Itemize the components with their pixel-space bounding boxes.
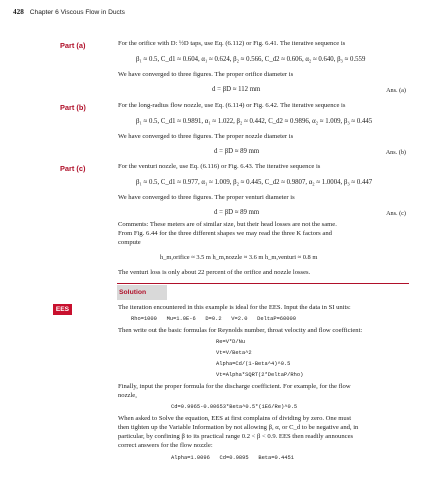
- ees-badge: EES: [53, 304, 72, 315]
- part-b-result: d = βD ≈ 89 mm: [214, 148, 260, 155]
- ees-reynolds-formula: Re=V*D/Nu: [216, 339, 246, 345]
- solution-paragraph-4a: When asked to Solve the equation, EES at first complains of dividing by zero. One must: [118, 415, 352, 422]
- part-b-answer: Ans. (b): [385, 149, 406, 156]
- part-a-label: Part (a): [60, 41, 86, 50]
- part-a-intro: For the orifice with D: ½D taps, use Eq. (6.112) or Fig. 6.41. The iterative sequence is: [118, 40, 346, 47]
- solution-paragraph-2: Then write out the basic formulas for Reynolds number, throat velocity and flow coefficient:: [118, 327, 363, 334]
- part-b-label: Part (b): [60, 103, 86, 112]
- head-loss-values: h_m,orifice ≈ 3.5 m h_m,nozzle ≈ 3.6 m h_m,venturi ≈ 0.8 m: [160, 254, 318, 261]
- solution-paragraph-4d: correct answers for the flow nozzle:: [118, 442, 213, 449]
- solution-heading: Solution: [119, 289, 147, 296]
- solution-paragraph-4c: particular, by confining β to its practical range 0.2 < β < 0.9. EES then readily announces: [118, 433, 354, 440]
- chapter-title: Chapter 6 Viscous Flow in Ducts: [29, 9, 125, 16]
- solution-divider: [117, 283, 409, 284]
- part-a-converged: We have converged to three figures. The proper orifice diameter is: [118, 71, 294, 78]
- comments-line-1: Comments: These meters are of similar size, but their head losses are not the same.: [118, 221, 337, 228]
- ees-vt-formula: Vt=Alpha*SQRT(2*DeltaP/Rho): [216, 372, 304, 378]
- part-c-intro: For the venturi nozzle, use Eq. (6.116) or Fig. 6.43. The iterative sequence is: [118, 163, 321, 170]
- part-b-sequence: β₁ ≈ 0.5, C_d1 ≈ 0.9891, α₁ ≈ 1.022, β₂ ≈ 0.442, C_d2 ≈ 0.9896, α₂ ≈ 1.009, β₃ ≈ 0.445: [136, 118, 373, 125]
- page-header: [13, 8, 125, 16]
- solution-paragraph-3b: nozzle,: [118, 392, 137, 399]
- part-c-answer: Ans. (c): [386, 210, 406, 217]
- part-a-answer: Ans. (a): [386, 87, 406, 94]
- comments-line-3: compute: [118, 239, 141, 246]
- solution-paragraph-4b: then tighten up the Variable Information by not allowing β, α, or C_d to be negative and, in: [118, 424, 359, 431]
- part-b-converged: We have converged to three figures. The proper nozzle diameter is: [118, 133, 294, 140]
- part-a-result: d = βD ≈ 112 mm: [212, 86, 261, 93]
- solution-paragraph-3a: Finally, input the proper formula for the discharge coefficient. For example, for the flow: [118, 383, 351, 390]
- part-b-intro: For the long-radius flow nozzle, use Eq. (6.114) or Fig. 6.42. The iterative sequence is: [118, 102, 346, 109]
- ees-throat-velocity-formula: Vt=V/Beta^2: [216, 350, 252, 356]
- solution-paragraph-1: The iteration encountered in this example is ideal for the EES. Input the data in SI units:: [118, 304, 351, 311]
- comments-line-4: The venturi loss is only about 22 percent of the orifice and nozzle losses.: [118, 269, 311, 276]
- part-c-converged: We have converged to three figures. The proper venturi diameter is: [118, 194, 295, 201]
- page-number: 428: [13, 8, 24, 16]
- ees-results: Alpha=1.0096 Cd=0.9895 Beta=0.4451: [171, 455, 294, 461]
- part-c-sequence: β₁ ≈ 0.5, C_d1 ≈ 0.977, α₁ ≈ 1.009, β₂ ≈ 0.445, C_d2 ≈ 0.9807, α₂ ≈ 1.0004, β₃ ≈ 0.447: [136, 179, 373, 186]
- part-a-sequence: β₁ ≈ 0.5, C_d1 ≈ 0.604, α₁ ≈ 0.624, β₂ ≈ 0.566, C_d2 ≈ 0.606, α₂ ≈ 0.640, β₃ ≈ 0.559: [136, 56, 366, 63]
- ees-discharge-coefficient-formula: Cd=0.9965-0.00653*Beta^0.5*(1E6/Re)^0.5: [171, 404, 298, 410]
- part-c-result: d = βD ≈ 89 mm: [214, 209, 260, 216]
- ees-alpha-formula: Alpha=Cd/(1-Beta^4)^0.5: [216, 361, 291, 367]
- comments-line-2: From Fig. 6.44 for the three different shapes we may read the three K factors and: [118, 230, 332, 237]
- ees-input-data: Rho=1000 Mu=1.0E-6 D=0.2 V=2.0 DeltaP=60000: [131, 316, 296, 322]
- part-c-label: Part (c): [60, 164, 86, 173]
